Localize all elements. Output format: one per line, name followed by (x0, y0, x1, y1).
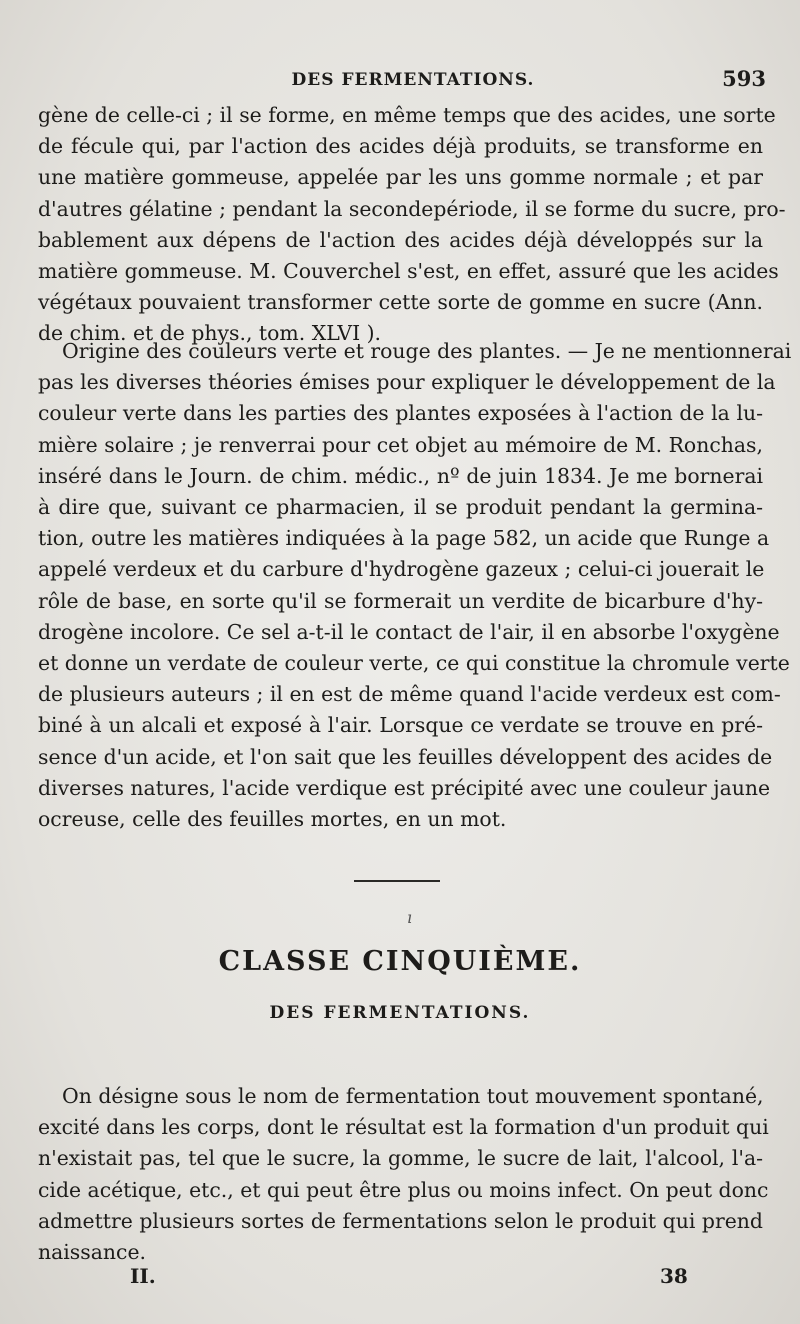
text-line: rôle de base, en sorte qu'il se formerait un verdite de bicarbure d'hy- (38, 588, 763, 613)
stray-mark: ı (407, 908, 413, 927)
text-line: bablement aux dépens de l'action des acides déjà développés sur la (38, 227, 763, 252)
text-line: naissance. (38, 1240, 146, 1265)
text-line: inséré dans le Journ. de chim. médic., nº de juin 1834. Je me bornerai (38, 463, 763, 488)
paragraph-fecule-gomme (38, 100, 786, 350)
text-line: cide acétique, etc., et qui peut être plus ou moins infect. On peut donc (38, 1177, 769, 1202)
sheet-number: 38 (660, 1264, 688, 1288)
text-line: gène de celle-ci ; il se forme, en même temps que des acides, une sorte (38, 103, 776, 127)
text-line: On désigne sous le nom de fermentation tout mouvement spontané, (62, 1084, 764, 1108)
text-line: de plusieurs auteurs ; il en est de même quand l'acide verdeux est com- (38, 682, 781, 707)
text-line: biné à un alcali et exposé à l'air. Lorsque ce verdate se trouve en pré- (38, 713, 763, 738)
text-line: une matière gommeuse, appelée par les uns gomme normale ; et par (38, 165, 763, 190)
text-line: tion, outre les matières indiquées à la page 582, un acide que Runge a (38, 526, 770, 551)
text-line: matière gommeuse. M. Couverchel s'est, en effet, assuré que les acides (38, 259, 779, 284)
text-line: de chim. et de phys., tom. XLVI ). (38, 321, 382, 346)
text-line: drogène incolore. Ce sel a-t-il le contact de l'air, il en absorbe l'oxygène (38, 619, 780, 644)
text-line: et donne un verdate de couleur verte, ce qui constitue la chromule verte (38, 651, 790, 676)
text-line: Origine des couleurs verte et rouge des plantes. — Je ne mentionnerai (62, 339, 792, 363)
text-line: n'existait pas, tel que le sucre, la gomme, le sucre de lait, l'alcool, l'a- (38, 1146, 763, 1171)
running-head (60, 64, 766, 100)
text-line: ocreuse, celle des feuilles mortes, en un mot. (38, 807, 507, 832)
paragraph-fermentation-definition (38, 1081, 769, 1268)
signature-mark: II. (130, 1264, 156, 1288)
text-line: mière solaire ; je renverrai pour cet objet au mémoire de M. Ronchas, (38, 432, 763, 457)
text-line: sence d'un acide, et l'on sait que les feuilles développent des acides de (38, 744, 773, 769)
text-line: admettre plusieurs sortes de fermentations selon le produit qui prend (38, 1208, 763, 1233)
text-line: végétaux pouvaient transformer cette sorte de gomme en sucre (Ann. (38, 290, 763, 315)
text-line: d'autres gélatine ; pendant la secondepériode, il se forme du sucre, pro- (38, 196, 786, 221)
section-title: CLASSE CINQUIÈME. (218, 946, 582, 977)
text-line: diverses natures, l'acide verdique est précipité avec une couleur jaune (38, 775, 771, 800)
paragraph-couleurs-plantes (38, 336, 792, 835)
section-divider (354, 880, 440, 882)
text-line: couleur verte dans les parties des plantes exposées à l'action de la lu- (38, 401, 763, 426)
text-line: appelé verdeux et du carbure d'hydrogène gazeux ; celui-ci jouerait le (38, 557, 765, 582)
text-line: pas les diverses théories émises pour expliquer le développement de la (38, 370, 776, 395)
section-subtitle: DES FERMENTATIONS. (269, 1003, 531, 1023)
text-line: de fécule qui, par l'action des acides déjà produits, se transforme en (38, 134, 763, 159)
text-line: à dire que, suivant ce pharmacien, il se produit pendant la germina- (38, 495, 763, 520)
running-title: DES FERMENTATIONS. (291, 70, 535, 90)
page-number: 593 (722, 66, 766, 91)
text-line: excité dans les corps, dont le résultat est la formation d'un produit qui (38, 1115, 769, 1140)
